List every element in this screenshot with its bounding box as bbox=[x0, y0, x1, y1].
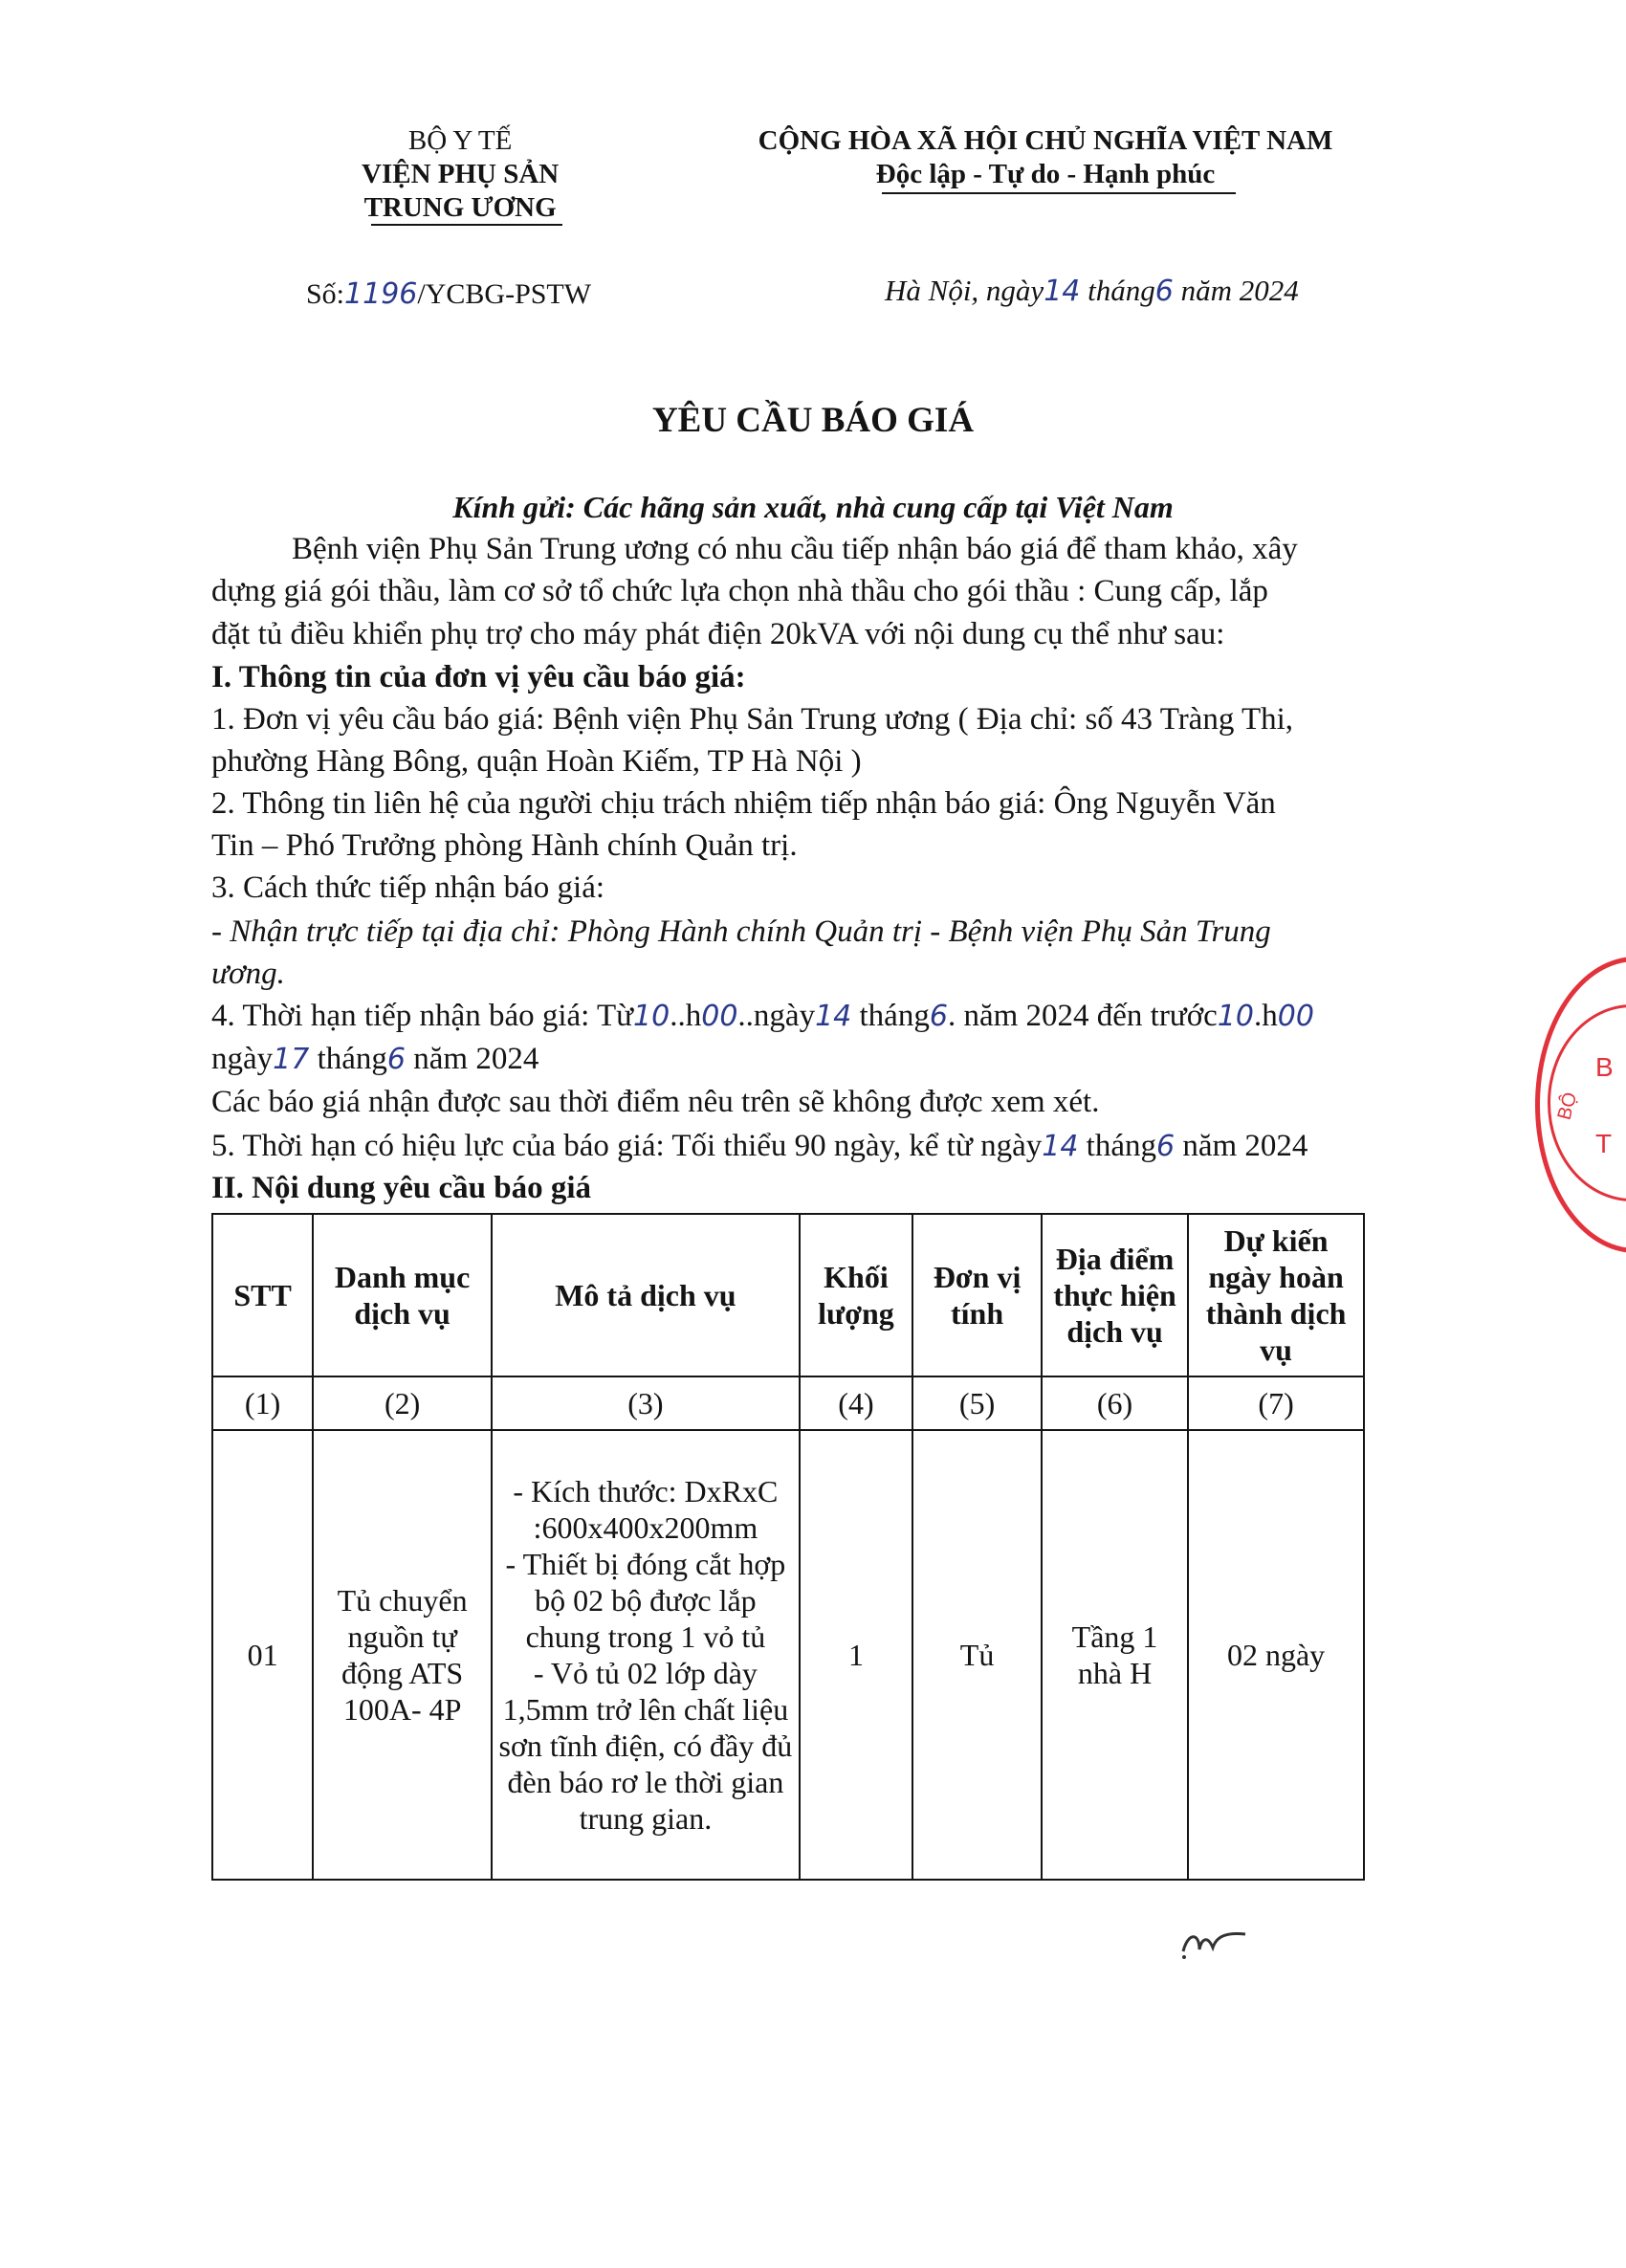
section1-item1-line1: 1. Đơn vị yêu cầu báo giá: Bệnh viện Phụ Sản Trung ương ( Địa chỉ: số 43 Tràng Thi, bbox=[211, 702, 1294, 737]
handwritten-minute-2: 00 bbox=[1277, 1000, 1314, 1033]
section2-title: II. Nội dung yêu cầu báo giá bbox=[211, 1171, 592, 1205]
header-unit: Đơn vị tính bbox=[912, 1214, 1042, 1376]
intro-line-2: dựng giá gói thầu, làm cơ sở tổ chức lựa chọn nhà thầu cho gói thầu : Cung cấp, lắp bbox=[211, 574, 1268, 608]
numbering-cell: (7) bbox=[1188, 1376, 1364, 1430]
desc-line-1: - Kích thước: DxRxC :600x400x200mm bbox=[513, 1474, 779, 1545]
cell-quantity: 1 bbox=[800, 1430, 912, 1880]
stamp-text: BỘ bbox=[1553, 1090, 1582, 1123]
numbering-cell: (5) bbox=[912, 1376, 1042, 1430]
section1-item3-sub-line1: - Nhận trực tiếp tại địa chỉ: Phòng Hành chính Quản trị - Bệnh viện Phụ Sản Trung bbox=[211, 914, 1271, 949]
cell-stt: 01 bbox=[212, 1430, 313, 1880]
institute-name: VIỆN PHỤ SẢN bbox=[362, 159, 560, 189]
ministry-name: BỘ Y TẾ bbox=[407, 125, 513, 156]
handwritten-number: 1196 bbox=[344, 277, 418, 311]
motto-underline bbox=[882, 192, 1236, 194]
section1-item1-line2: phường Hàng Bông, quận Hoàn Kiếm, TP Hà Nội ) bbox=[211, 744, 862, 779]
handwritten-month-3: 6 bbox=[1156, 1130, 1176, 1163]
handwritten-month: 6 bbox=[1154, 275, 1174, 308]
issuer-block bbox=[362, 124, 559, 225]
stamp-text: B bbox=[1595, 1052, 1614, 1082]
document-number: Số:1196/YCBG-PSTW bbox=[306, 277, 592, 311]
page-title: YÊU CẦU BÁO GIÁ bbox=[651, 401, 975, 440]
header-stt: STT bbox=[212, 1214, 313, 1376]
header-location: Địa điểm thực hiện dịch vụ bbox=[1042, 1214, 1188, 1376]
document-date: Hà Nội, ngày14 tháng6 năm 2024 bbox=[885, 274, 1299, 308]
institute-name-2: TRUNG ƯƠNG bbox=[363, 192, 557, 223]
table-header-row bbox=[212, 1214, 1364, 1376]
section1-note: Các báo giá nhận được sau thời điểm nêu trên sẽ không được xem xét. bbox=[211, 1085, 1100, 1119]
cell-unit: Tủ bbox=[912, 1430, 1042, 1880]
stamp-text: T bbox=[1595, 1129, 1613, 1158]
desc-line-2: - Thiết bị đóng cắt hợp bộ 02 bộ được lắp chung trong 1 vỏ tủ bbox=[505, 1547, 786, 1654]
numbering-cell: (3) bbox=[492, 1376, 800, 1430]
initials-signature bbox=[1178, 1923, 1255, 1961]
section1-item3-sub-line2: ương. bbox=[211, 957, 285, 991]
cell-description bbox=[492, 1430, 800, 1880]
section1-item4-line2: ngày17 tháng6 năm 2024 bbox=[211, 1042, 539, 1076]
handwritten-minute-1: 00 bbox=[701, 1000, 738, 1033]
desc-line-3: - Vỏ tủ 02 lớp dày 1,5mm trở lên chất liệu sơn tĩnh điện, có đầy đủ đèn báo rơ le thời gian trung gian. bbox=[498, 1656, 793, 1836]
table-row bbox=[212, 1430, 1364, 1880]
section1-item3: 3. Cách thức tiếp nhận báo giá: bbox=[211, 870, 605, 905]
recipient-line: Kính gửi: Các hãng sản xuất, nhà cung cấp tại Việt Nam bbox=[452, 490, 1174, 524]
table-numbering-row bbox=[212, 1376, 1364, 1430]
handwritten-day-1: 14 bbox=[815, 1000, 852, 1033]
issuer-underline bbox=[371, 224, 562, 226]
section1-title: I. Thông tin của đơn vị yêu cầu báo giá: bbox=[211, 660, 746, 694]
numbering-cell: (4) bbox=[800, 1376, 912, 1430]
handwritten-hour-2: 10 bbox=[1217, 1000, 1254, 1033]
section1-item5: 5. Thời hạn có hiệu lực của báo giá: Tối thiểu 90 ngày, kể từ ngày14 tháng6 năm 2024 bbox=[211, 1129, 1308, 1163]
handwritten-day-3: 14 bbox=[1042, 1130, 1079, 1163]
cell-location: Tầng 1 nhà H bbox=[1042, 1430, 1188, 1880]
handwritten-hour-1: 10 bbox=[633, 1000, 670, 1033]
section1-item2-line1: 2. Thông tin liên hệ của người chịu trách nhiệm tiếp nhận báo giá: Ông Nguyễn Văn bbox=[211, 786, 1276, 821]
country-name: CỘNG HÒA XÃ HỘI CHỦ NGHĨA VIỆT NAM bbox=[758, 125, 1333, 156]
intro-line-1: Bệnh viện Phụ Sản Trung ương có nhu cầu tiếp nhận báo giá để tham khảo, xây bbox=[292, 532, 1298, 566]
handwritten-day: 14 bbox=[1044, 275, 1081, 308]
handwritten-month-2: 6 bbox=[386, 1043, 406, 1076]
cell-service: Tủ chuyển nguồn tự động ATS 100A- 4P bbox=[313, 1430, 492, 1880]
handwritten-month-1: 6 bbox=[929, 1000, 948, 1033]
national-header bbox=[730, 124, 1361, 191]
intro-line-3: đặt tủ điều khiển phụ trợ cho máy phát điện 20kVA với nội dung cụ thể như sau: bbox=[211, 617, 1225, 651]
numbering-cell: (1) bbox=[212, 1376, 313, 1430]
header-completion: Dự kiến ngày hoàn thành dịch vụ bbox=[1188, 1214, 1364, 1376]
cell-completion: 02 ngày bbox=[1188, 1430, 1364, 1880]
section1-item2-line2: Tin – Phó Trưởng phòng Hành chính Quản trị. bbox=[211, 828, 798, 863]
header-quantity: Khối lượng bbox=[800, 1214, 912, 1376]
numbering-cell: (6) bbox=[1042, 1376, 1188, 1430]
motto: Độc lập - Tự do - Hạnh phúc bbox=[875, 159, 1216, 189]
header-service: Danh mục dịch vụ bbox=[313, 1214, 492, 1376]
numbering-cell: (2) bbox=[313, 1376, 492, 1430]
quotation-table bbox=[211, 1213, 1365, 1881]
header-description: Mô tả dịch vụ bbox=[492, 1214, 800, 1376]
section1-item4-line1: 4. Thời hạn tiếp nhận báo giá: Từ10..h00..ngày14 tháng6. năm 2024 đến trước10.h00 bbox=[211, 999, 1314, 1033]
handwritten-day-2: 17 bbox=[273, 1043, 310, 1076]
